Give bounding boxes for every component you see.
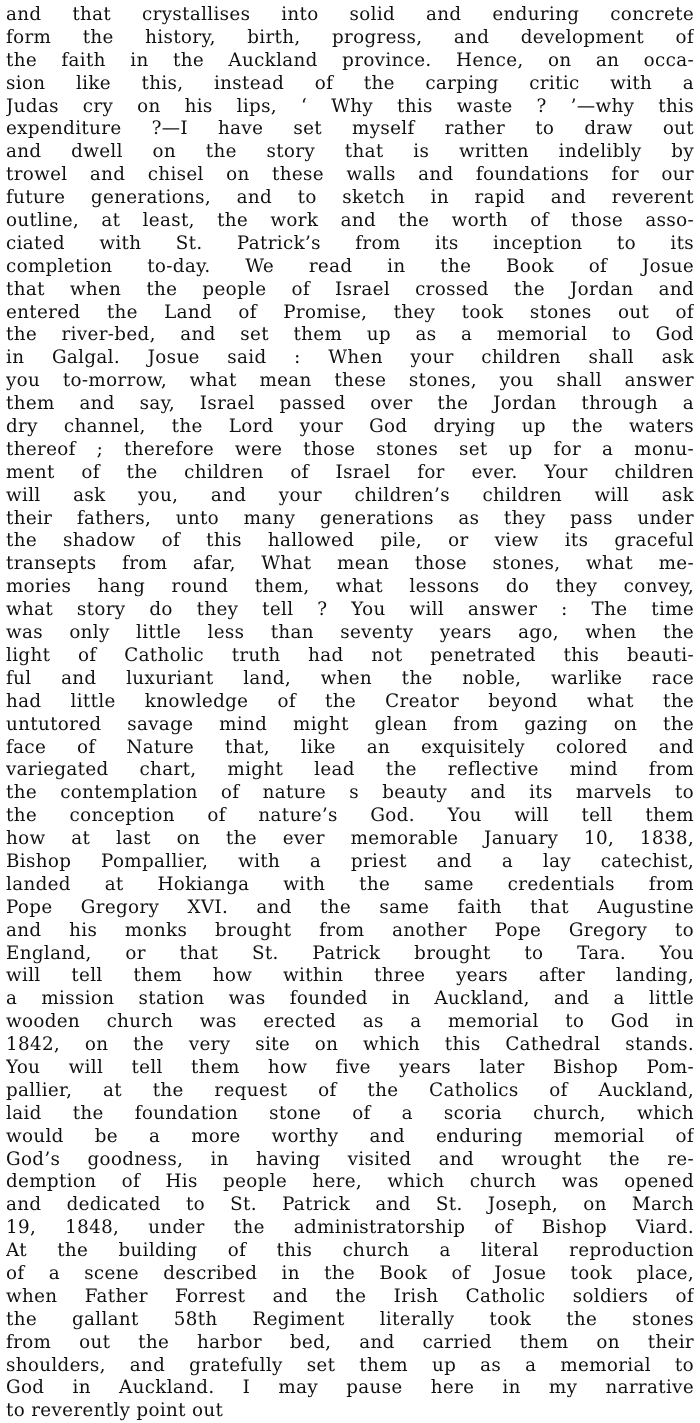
text-line: Judas cry on his lips, ‘ Why this waste ? ’—why this bbox=[6, 95, 694, 117]
text-line: ciated with St. Patrick’s from its inception to its bbox=[6, 232, 694, 254]
text-line: of a scene described in the Book of Josue took place, bbox=[6, 1262, 694, 1284]
text-line: demption of His people here, which church was opened bbox=[6, 1171, 694, 1193]
text-line: and that crystallises into solid and enduring concrete bbox=[6, 4, 694, 25]
text-line: ful and luxuriant land, when the noble, warlike race bbox=[6, 667, 694, 689]
text-line: God in Auckland. I may pause here in my narrative bbox=[6, 1377, 694, 1399]
text-line: to reverently point out bbox=[6, 1400, 224, 1422]
text-line: variegated chart, might lead the reflective mind from bbox=[6, 759, 694, 781]
text-line: from out the harbor bed, and carried them on their bbox=[6, 1331, 694, 1353]
text-line: transepts from afar, What mean those stones, what me- bbox=[6, 553, 694, 575]
text-line: shoulders, and gratefully set them up as a memorial to bbox=[6, 1354, 694, 1376]
text-line: 19, 1848, under the administratorship of Bishop Viard. bbox=[6, 1217, 694, 1239]
text-line: England, or that St. Patrick brought to Tara. You bbox=[6, 942, 694, 964]
text-line: that when the people of Israel crossed the Jordan and bbox=[6, 278, 694, 300]
text-line: expenditure ?—I have set myself rather to draw out bbox=[6, 118, 694, 140]
text-line: completion to-day. We read in the Book of Josue bbox=[6, 255, 694, 277]
text-line: what story do they tell ? You will answer : The time bbox=[6, 599, 694, 621]
text-line: a mission station was founded in Auckland, and a little bbox=[6, 988, 694, 1010]
text-line: form the history, birth, progress, and development of bbox=[6, 26, 694, 48]
text-line: Pope Gregory XVI. and the same faith that Augustine bbox=[6, 896, 694, 918]
text-line: future generations, and to sketch in rapid and reverent bbox=[6, 187, 694, 209]
text-line: in Galgal. Josue said : When your children shall ask bbox=[6, 347, 694, 369]
text-line: the gallant 58th Regiment literally took the stones bbox=[6, 1308, 694, 1330]
text-line: You will tell them how five years later Bishop Pom- bbox=[6, 1056, 694, 1078]
text-line: light of Catholic truth had not penetrated this beauti- bbox=[6, 644, 694, 666]
text-line: them and say, Israel passed over the Jordan through a bbox=[6, 393, 694, 415]
text-line: the shadow of this hallowed pile, or view its graceful bbox=[6, 530, 694, 552]
text-line: ment of the children of Israel for ever. Your children bbox=[6, 461, 694, 483]
text-line: their fathers, unto many generations as they pass under bbox=[6, 507, 694, 529]
text-line: the contemplation of nature s beauty and its marvels to bbox=[6, 782, 694, 804]
text-line: Bishop Pompallier, with a priest and a lay catechist, bbox=[6, 850, 694, 872]
text-line: when Father Forrest and the Irish Catholic soldiers of bbox=[6, 1285, 694, 1307]
text-line: will tell them how within three years after landing, bbox=[6, 965, 694, 987]
text-line: outline, at least, the work and the worth of those asso- bbox=[6, 210, 694, 232]
text-line: the conception of nature’s God. You will tell them bbox=[6, 805, 694, 827]
text-line: thereof ; therefore were those stones set up for a monu- bbox=[6, 438, 694, 460]
text-line: had little knowledge of the Creator beyond what the bbox=[6, 690, 694, 712]
text-line: At the building of this church a literal reproduction bbox=[6, 1240, 694, 1262]
text-line: wooden church was erected as a memorial to God in bbox=[6, 1011, 694, 1033]
text-line: will ask you, and your children’s children will ask bbox=[6, 484, 694, 506]
text-line: 1842, on the very site on which this Cathedral stands. bbox=[6, 1034, 694, 1056]
text-line: pallier, at the request of the Catholics of Auckland, bbox=[6, 1079, 694, 1101]
text-line: trowel and chisel on these walls and foundations for our bbox=[6, 164, 694, 186]
text-line: was only little less than seventy years ago, when the bbox=[6, 622, 694, 644]
text-line: mories hang round them, what lessons do they convey, bbox=[6, 576, 694, 598]
text-line: the river-bed, and set them up as a memorial to God bbox=[6, 324, 694, 346]
text-line: how at last on the ever memorable January 10, 1838, bbox=[6, 828, 694, 850]
text-line: laid the foundation stone of a scoria church, which bbox=[6, 1102, 694, 1124]
text-line: dry channel, the Lord your God drying up the waters bbox=[6, 416, 694, 438]
text-line: and dwell on the story that is written indelibly by bbox=[6, 141, 694, 163]
text-line: face of Nature that, like an exquisitely colored and bbox=[6, 736, 694, 758]
text-line: untutored savage mind might glean from gazing on the bbox=[6, 713, 694, 735]
text-line: entered the Land of Promise, they took stones out of bbox=[6, 301, 694, 323]
text-line: the faith in the Auckland province. Hence, on an occa- bbox=[6, 49, 694, 71]
text-line: would be a more worthy and enduring memorial of bbox=[6, 1125, 694, 1147]
text-line: God’s goodness, in having visited and wrought the re- bbox=[6, 1148, 694, 1170]
text-line: sion like this, instead of the carping critic with a bbox=[6, 72, 694, 94]
text-line: and dedicated to St. Patrick and St. Joseph, on March bbox=[6, 1194, 694, 1216]
text-line: and his monks brought from another Pope Gregory to bbox=[6, 919, 694, 941]
text-line: landed at Hokianga with the same credentials from bbox=[6, 873, 694, 895]
text-line: you to-morrow, what mean these stones, you shall answer bbox=[6, 370, 694, 392]
